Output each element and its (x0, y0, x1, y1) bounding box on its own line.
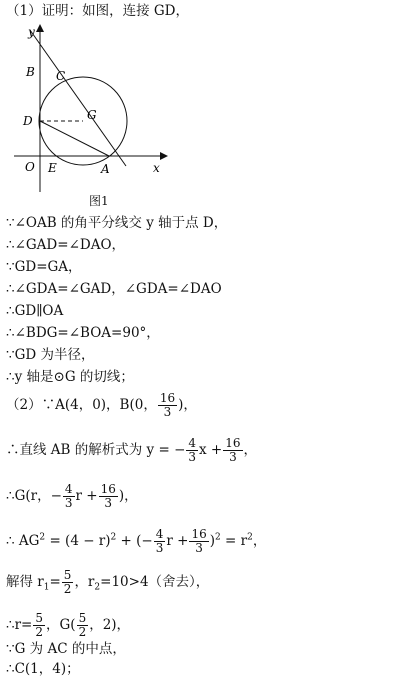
square-sup: 2 (39, 532, 46, 543)
line-11-mid: r + (75, 488, 98, 504)
fraction-4-3: $\frac{4}{3}$ (155, 527, 164, 555)
line-12-e: ) (209, 533, 216, 549)
line-12-f: = r (220, 533, 248, 549)
line-1: ∵∠OAB 的角平分线交 y 轴于点 D， (6, 215, 228, 231)
subscript-2: 2 (94, 582, 101, 593)
label-o: O (25, 160, 35, 174)
fraction-16-3: $\frac{16}{3}$ (100, 482, 116, 510)
y-axis-arrow-icon (36, 24, 44, 32)
line-13-pre: 解得 r (6, 574, 44, 590)
geometry-figure (8, 22, 168, 192)
figure-caption: 图1 (89, 194, 109, 208)
line-12-b: = (4 − r) (45, 533, 111, 549)
line-13-post: ，r (74, 574, 95, 590)
line-12-g: ， (252, 533, 267, 549)
line-13 (6, 569, 209, 597)
line-10 (6, 437, 257, 464)
fraction-5-2: $\frac{5}{2}$ (35, 611, 43, 639)
fraction-5-2: $\frac{5}{2}$ (63, 568, 72, 596)
line-4: ∴∠GDA=∠GAD，∠GDA=∠DAO (6, 281, 222, 297)
line-2: ∴∠GAD=∠DAO， (6, 237, 126, 253)
square-sup: 2 (110, 532, 117, 543)
label-g: G (87, 108, 97, 122)
line-9-post: )， (178, 397, 197, 413)
line-5: ∴GD∥OA (6, 303, 64, 319)
line-11 (6, 483, 138, 510)
label-a: A (101, 162, 110, 176)
header-line: （1）证明：如图，连接 GD， (6, 3, 189, 19)
line-14 (6, 612, 130, 639)
line-13-tail: =10>4（舍去）， (100, 574, 210, 590)
label-d: D (23, 114, 33, 128)
fraction-5-2: $\frac{5}{2}$ (78, 611, 87, 639)
line-6: ∴∠BDG=∠BOA=90°， (6, 325, 160, 341)
line-14-mid: ，G( (46, 617, 76, 633)
label-c: C (56, 69, 66, 83)
square-sup: 2 (247, 532, 253, 543)
x-axis-arrow-icon (160, 152, 168, 160)
label-x: x (153, 161, 160, 175)
line-16: ∴C(1，4)； (6, 661, 80, 677)
line-14-pre: ∴r= (6, 617, 33, 633)
line-10-post: ， (243, 442, 258, 458)
label-e: E (48, 161, 57, 175)
subscript-1: 1 (43, 582, 50, 593)
line-15: ∵G 为 AC 的中点， (6, 641, 126, 657)
line-8: ∴y 轴是⊙G 的切线； (6, 369, 134, 385)
fraction-4-3: $\frac{4}{3}$ (188, 436, 197, 464)
line-10-pre: ∴直线 AB 的解析式为 y = − (6, 442, 186, 458)
line-12-a: ∴ AG (6, 533, 40, 549)
line-11-post: )， (118, 488, 138, 504)
line-13-mid: = (49, 574, 61, 590)
line-ab (30, 30, 126, 166)
line-9 (6, 392, 197, 419)
line-10-mid: x + (199, 442, 223, 458)
line-12-d: r + (166, 533, 189, 549)
fraction-16-3: $\frac{16}{3}$ (225, 436, 241, 464)
line-11-pre: ∴G(r，− (6, 488, 62, 504)
label-b: B (26, 65, 35, 79)
square-sup: 2 (215, 532, 221, 543)
label-y: y (28, 25, 35, 39)
line-12-c: + (− (116, 533, 153, 549)
line-9-pre: （2）∵A(4，0)，B(0， (6, 397, 157, 413)
line-14-post: ，2)， (89, 617, 131, 633)
fraction-16-3: $\frac{16}{3}$ (159, 391, 176, 419)
line-3: ∵GD=GA， (6, 259, 82, 275)
fraction-16-3: $\frac{16}{3}$ (191, 527, 207, 555)
line-7: ∵GD 为半径， (6, 347, 95, 363)
line-12 (6, 528, 266, 555)
fraction-4-3: $\frac{4}{3}$ (64, 482, 73, 510)
